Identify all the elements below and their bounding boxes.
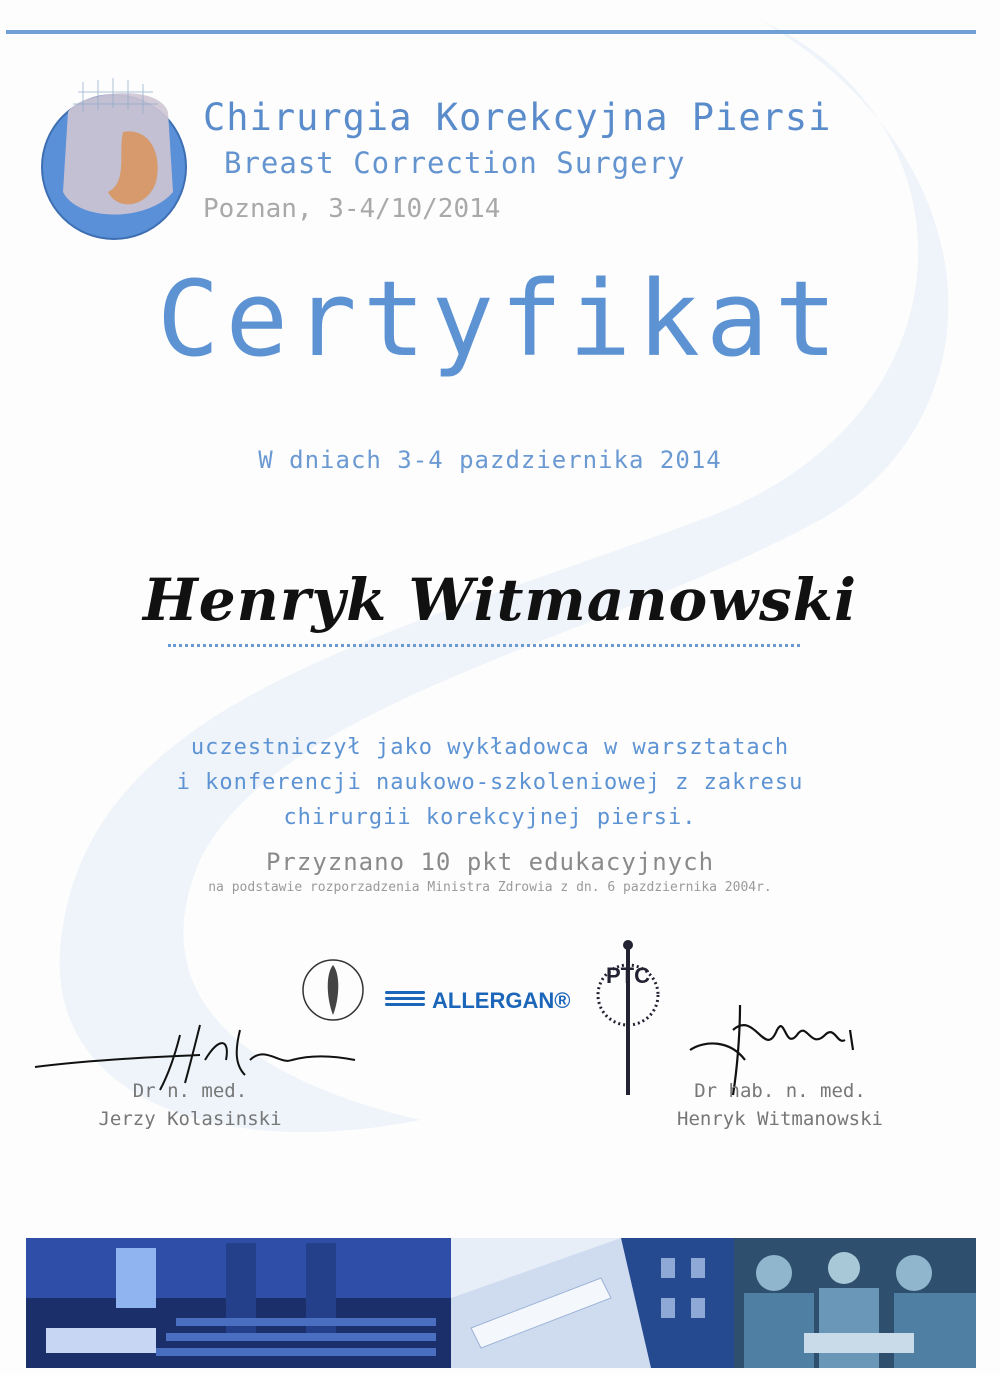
left-signatory-name: Jerzy Kolasinski (98, 1108, 282, 1130)
concordia-building-photo (451, 1238, 734, 1368)
description-line: chirurgii korekcyjnej piersi. (283, 805, 697, 830)
allergan-logo (385, 985, 580, 1015)
right-signatory (640, 1077, 920, 1133)
right-signatory-name: Henryk Witmanowski (677, 1108, 883, 1130)
description-line: i konferencji naukowo-szkoleniowej z zakresu (176, 770, 804, 795)
certificate-title: Certyfikat (156, 258, 844, 380)
certificate-dates: W dniach 3-4 pazdziernika 2014 (258, 446, 722, 474)
top-rule (6, 30, 976, 34)
conference-title-en: Breast Correction Surgery (224, 146, 686, 180)
conference-title-pl: Chirurgia Korekcyjna Piersi (203, 96, 832, 139)
certificate-description (0, 730, 980, 835)
surgery-photo (734, 1238, 976, 1368)
right-signatory-title: Dr hab. n. med. (694, 1080, 866, 1102)
dotted-name-line (168, 644, 800, 647)
left-signatory-title: Dr n. med. (132, 1080, 248, 1102)
description-line: uczestniczył jako wykładowca w warsztatach (190, 735, 790, 760)
allergan-label: ALLERGAN® (432, 988, 571, 1013)
recipient-name: Henryk Witmanowski (142, 566, 858, 634)
ptc-dagger-icon (598, 940, 658, 1095)
conference-place-date: Poznan, 3-4/10/2014 (203, 194, 501, 224)
left-signatory (60, 1077, 320, 1133)
legal-basis: na podstawie rozporzadzenia Ministra Zdrowia z dn. 6 pazdziernika 2004r. (208, 880, 772, 895)
conference-hall-photo (26, 1238, 451, 1368)
ptc-label: PTC (606, 963, 650, 988)
photo-strip (26, 1238, 976, 1368)
education-points: Przyznano 10 pkt edukacyjnych (265, 848, 715, 876)
conference-logo (38, 72, 190, 242)
